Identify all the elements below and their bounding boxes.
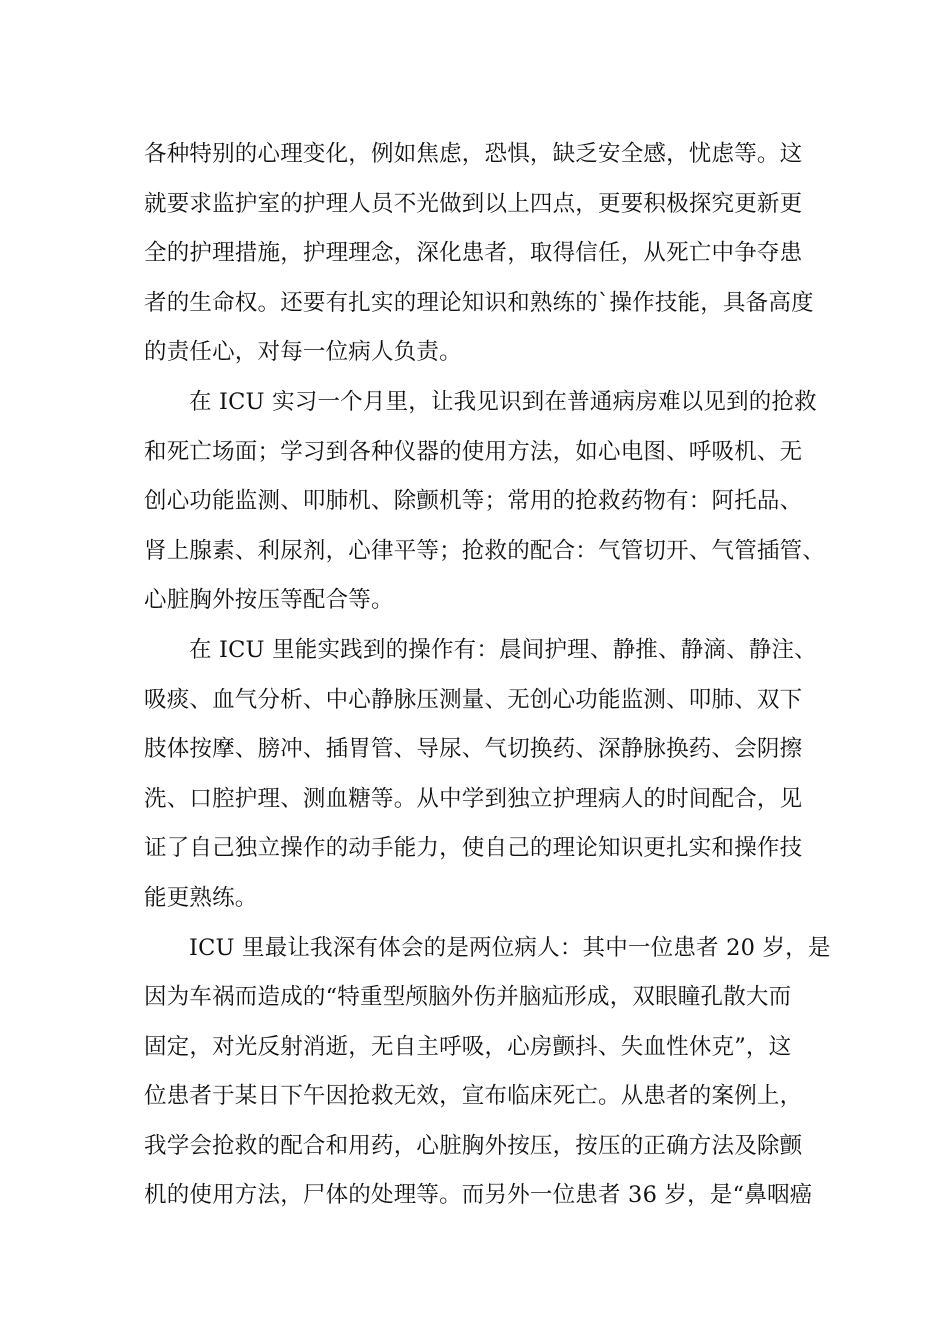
text-line: 者的生命权。还要有扎实的理论知识和熟练的`操作技能，具备高度 — [144, 289, 814, 316]
text-line: 吸痰、血气分析、中心静脉压测量、无创心功能监测、叩肺、双下 — [144, 686, 803, 713]
text-line: 肾上腺素、利尿剂，心律平等；抢救的配合：气管切开、气管插管、 — [144, 537, 826, 564]
text-line: 因为车祸而造成的“特重型颅脑外伤并脑疝形成，双眼瞳孔散大而 — [144, 984, 792, 1011]
text-line: 各种特别的心理变化，例如焦虑，恐惧，缺乏安全感，忧虑等。这 — [144, 141, 803, 167]
text-line: 洗、口腔护理、测血糖等。从中学到独立护理病人的时间配合，见 — [144, 785, 803, 812]
text-line: 就要求监护室的护理人员不光做到以上四点，更要积极探究更新更 — [144, 190, 803, 217]
body-text — [144, 130, 834, 1221]
text-line: 的责任心，对每一位病人负责。 — [144, 339, 462, 366]
paragraph-start-line: ICU 里最让我深有体会的是两位病人：其中一位患者 20 岁，是 — [189, 934, 831, 961]
text-line: 创心功能监测、叩肺机、除颤机等；常用的抢救药物有：阿托品、 — [144, 488, 803, 515]
paragraph-start-line: 在 ICU 里能实践到的操作有：晨间护理、静推、静滴、静注、 — [189, 636, 817, 663]
text-line: 机的使用方法，尸体的处理等。而另外一位患者 36 岁，是“鼻咽癌 — [144, 1182, 813, 1209]
text-line: 证了自己独立操作的动手能力，使自己的理论知识更扎实和操作技 — [144, 835, 803, 862]
text-line: 肢体按摩、膀冲、插胃管、导尿、气切换药、深静脉换药、会阴擦 — [144, 736, 803, 763]
text-line: 我学会抢救的配合和用药，心脏胸外按压，按压的正确方法及除颤 — [144, 1132, 803, 1159]
text-line: 全的护理措施，护理理念，深化患者，取得信任，从死亡中争夺患 — [144, 240, 803, 267]
text-line: 固定，对光反射消逝，无自主呼吸，心房颤抖、失血性休克”，这 — [144, 1033, 792, 1060]
paragraph-start-line: 在 ICU 实习一个月里，让我见识到在普通病房难以见到的抢救 — [189, 388, 817, 415]
text-line: 心脏胸外按压等配合等。 — [144, 587, 394, 614]
text-line: 和死亡场面；学习到各种仪器的使用方法，如心电图、呼吸机、无 — [144, 438, 803, 465]
text-line: 能更熟练。 — [144, 884, 258, 911]
text-line: 位患者于某日下午因抢救无效，宣布临床死亡。从患者的案例上， — [144, 1083, 803, 1110]
